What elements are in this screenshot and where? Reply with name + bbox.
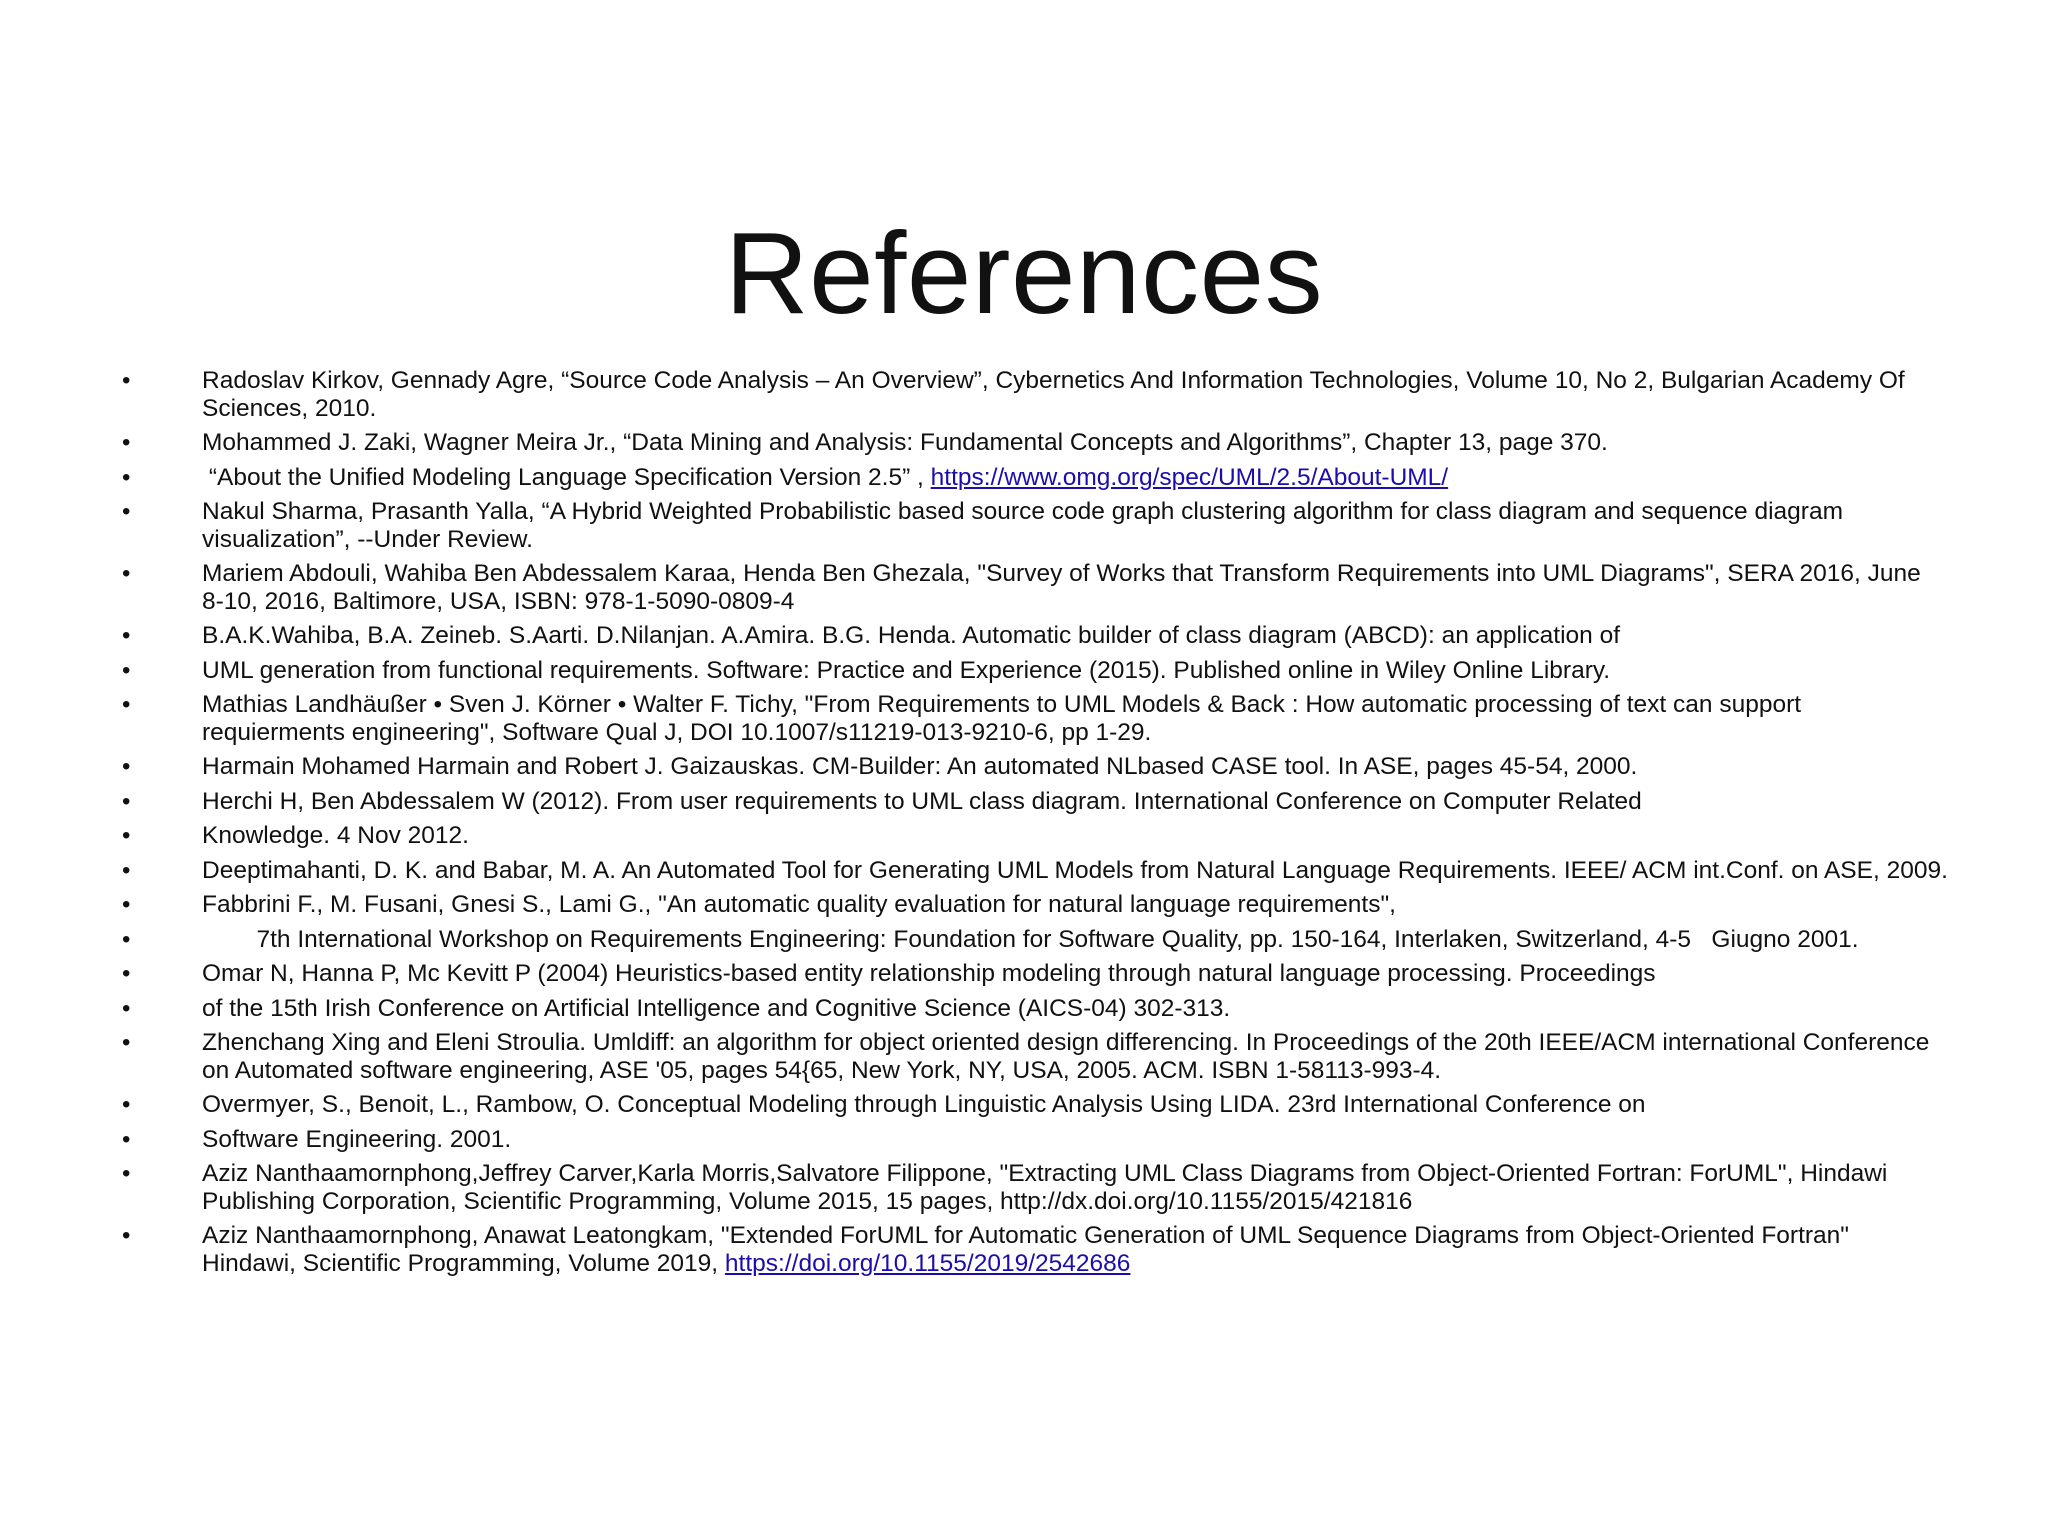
reference-item-1 <box>118 367 1948 422</box>
reference-item-21 <box>118 1222 1948 1277</box>
reference-text: Aziz Nanthaamornphong,Jeffrey Carver,Karla Morris,Salvatore Filippone, "Extracting UML Class Diagrams from Object-Oriented Fortran: ForUML", Hindawi Publishing Corporation, Scientific Programming, Volume 2015, 15 pages, http://dx.doi.org/10.1155/2015/421816 <box>202 1160 1888 1215</box>
reference-item-7 <box>118 657 1948 685</box>
reference-item-20 <box>118 1160 1948 1215</box>
bullet-icon: • <box>122 656 131 684</box>
reference-text: of the 15th Irish Conference on Artificial Intelligence and Cognitive Science (AICS-04) 302-313. <box>202 994 1231 1022</box>
bullet-icon: • <box>122 1125 131 1153</box>
reference-item-17 <box>118 1029 1948 1084</box>
bullet-icon: • <box>122 498 131 525</box>
bullet-icon: • <box>122 622 131 649</box>
reference-text: B.A.K.Wahiba, B.A. Zeineb. S.Aarti. D.Nilanjan. A.Amira. B.G. Henda. Automatic builder of class diagram (ABCD): an application of <box>202 622 1621 649</box>
reference-item-10 <box>118 788 1948 816</box>
reference-text: Overmyer, S., Benoit, L., Rambow, O. Conceptual Modeling through Linguistic Analysis Using LIDA. 23rd International Conference on <box>202 1091 1646 1118</box>
bullet-icon: • <box>122 925 131 953</box>
reference-text: Knowledge. 4 Nov 2012. <box>202 822 469 849</box>
bullet-icon: • <box>122 560 131 587</box>
bullet-icon: • <box>122 960 131 987</box>
reference-item-5 <box>118 560 1948 615</box>
reference-item-2 <box>118 429 1948 457</box>
reference-item-19 <box>118 1126 1948 1154</box>
uml-spec-link[interactable]: https://www.omg.org/spec/UML/2.5/About-UML/ <box>930 463 1449 491</box>
bullet-icon: • <box>122 787 131 815</box>
doi-link[interactable]: https://doi.org/10.1155/2019/2542686 <box>724 1249 1131 1277</box>
reference-item-6 <box>118 622 1948 650</box>
reference-item-13 <box>118 891 1948 919</box>
bullet-icon: • <box>122 429 131 456</box>
reference-text: Aziz Nanthaamornphong, Anawat Leatongkam, "Extended ForUML for Automatic Generation of UML Sequence Diagrams from Object-Oriented Fortran" Hindawi, Scientific Programming, Volume 2019, <box>202 1222 1850 1277</box>
reference-item-4 <box>118 498 1948 553</box>
reference-text: Omar N, Hanna P, Mc Kevitt P (2004) Heuristics-based entity relationship modeling through natural language processing. Proceedings <box>202 960 1656 987</box>
page-title: References <box>724 207 1324 338</box>
bullet-icon: • <box>122 891 131 918</box>
reference-text: UML generation from functional requirements. Software: Practice and Experience (2015). Published online in Wiley Online Library. <box>202 656 1611 684</box>
reference-item-8 <box>118 691 1948 746</box>
reference-text: Deeptimahanti, D. K. and Babar, M. A. An Automated Tool for Generating UML Models from Natural Language Requirements. IEEE/ ACM int.Conf. on ASE, 2009. <box>202 856 1948 884</box>
bullet-icon: • <box>122 1091 131 1118</box>
reference-text: Zhenchang Xing and Eleni Stroulia. Umldiff: an algorithm for object oriented design differencing. In Proceedings of the 20th IEEE/ACM international Conference on Automated software engineering, ASE '05, pages 54{65, New York, NY, USA, 2005. ACM. ISBN 1-58113-993-4. <box>202 1029 1930 1084</box>
reference-text: Mohammed J. Zaki, Wagner Meira Jr., “Data Mining and Analysis: Fundamental Concepts and Algorithms”, Chapter 13, page 370. <box>202 429 1608 456</box>
bullet-icon: • <box>122 822 131 849</box>
bullet-icon: • <box>122 367 131 394</box>
bullet-icon: • <box>122 1029 131 1056</box>
bullet-icon: • <box>122 856 131 884</box>
reference-item-14 <box>118 926 1948 954</box>
reference-item-18 <box>118 1091 1948 1119</box>
reference-text: Harmain Mohamed Harmain and Robert J. Gaizauskas. CM-Builder: An automated NLbased CASE tool. In ASE, pages 45-54, 2000. <box>202 753 1638 780</box>
reference-text: Software Engineering. 2001. <box>202 1125 512 1153</box>
bullet-icon: • <box>122 691 131 718</box>
reference-text: “About the Unified Modeling Language Specification Version 2.5” , <box>202 463 931 491</box>
reference-text: Mathias Landhäußer • Sven J. Körner • Walter F. Tichy, "From Requirements to UML Models & Back : How automatic processing of text can support requierments engineering", Software Qual J, DOI 10.1007/s11219-013-9210-6, pp 1-29. <box>202 691 1802 746</box>
bullet-icon: • <box>122 463 131 491</box>
bullet-icon: • <box>122 1160 131 1187</box>
bullet-icon: • <box>122 1222 131 1249</box>
reference-text: Radoslav Kirkov, Gennady Agre, “Source Code Analysis – An Overview”, Cybernetics And Information Technologies, Volume 10, No 2, Bulgarian Academy Of Sciences, 2010. <box>202 367 1905 422</box>
reference-item-9 <box>118 753 1948 781</box>
reference-text: Nakul Sharma, Prasanth Yalla, “A Hybrid Weighted Probabilistic based source code graph clustering algorithm for class diagram and sequence diagram visualization”, --Under Review. <box>202 498 1843 553</box>
reference-item-12 <box>118 857 1948 885</box>
bullet-icon: • <box>122 994 131 1022</box>
reference-text: Herchi H, Ben Abdessalem W (2012). From user requirements to UML class diagram. International Conference on Computer Related <box>202 787 1642 815</box>
reference-item-15 <box>118 960 1948 988</box>
reference-text: 7th International Workshop on Requirements Engineering: Foundation for Software Quality, pp. 150-164, Interlaken, Switzerland, 4-5 Giugno 2001. <box>202 925 1859 953</box>
reference-item-16 <box>118 995 1948 1023</box>
reference-item-11 <box>118 822 1948 850</box>
reference-text: Fabbrini F., M. Fusani, Gnesi S., Lami G., "An automatic quality evaluation for natural language requirements", <box>202 891 1396 918</box>
references-list <box>118 367 1948 1284</box>
bullet-icon: • <box>122 753 131 780</box>
reference-text: Mariem Abdouli, Wahiba Ben Abdessalem Karaa, Henda Ben Ghezala, "Survey of Works that Transform Requirements into UML Diagrams", SERA 2016, June 8-10, 2016, Baltimore, USA, ISBN: 978-1-5090-0809-4 <box>202 560 1921 615</box>
reference-item-3 <box>118 464 1948 492</box>
